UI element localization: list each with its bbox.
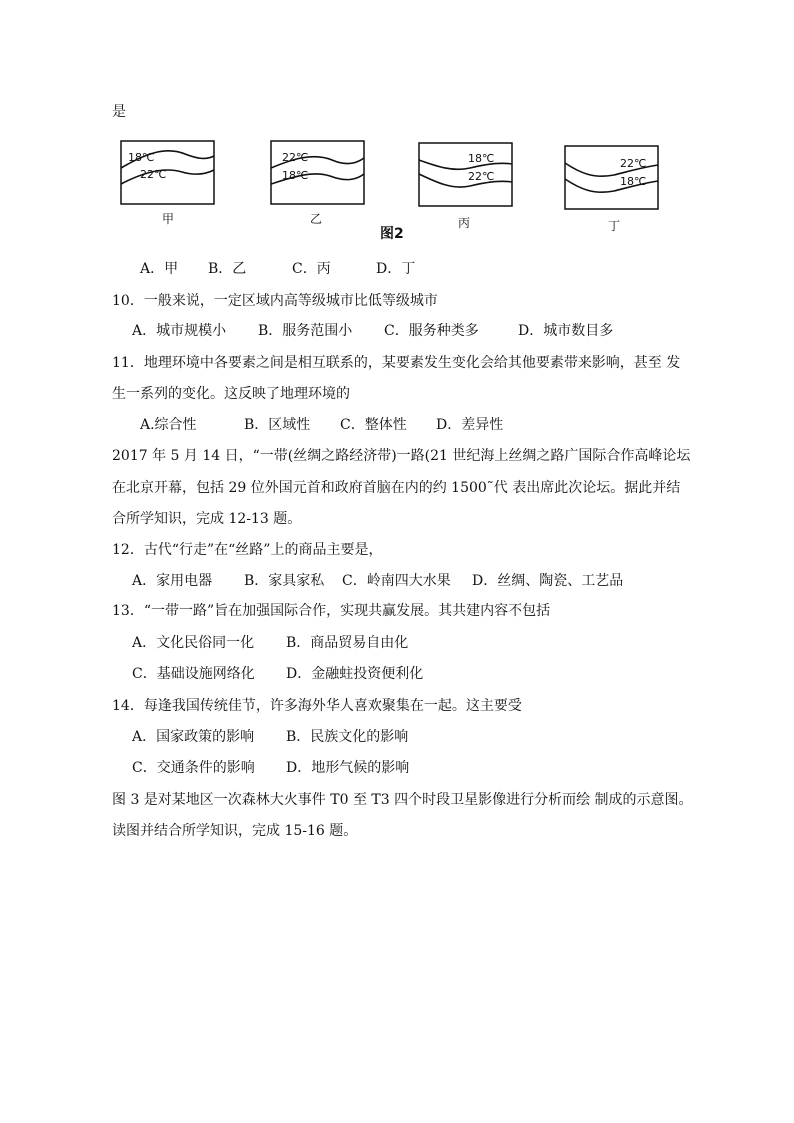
figure2-panel-yi bbox=[270, 140, 365, 209]
q14-option-a: A．国家政策的影响 bbox=[132, 729, 255, 745]
isotherm-label-upper: 22℃ bbox=[282, 151, 309, 164]
intro-fragment: 是 bbox=[112, 104, 126, 120]
q11-option-d: D．差异性 bbox=[436, 417, 504, 433]
q11-option-c: C．整体性 bbox=[340, 417, 407, 433]
q10-option-d: D．城市数目多 bbox=[518, 323, 614, 339]
figure2-title: 图2 bbox=[380, 226, 404, 242]
figure2-label-jia: 甲 bbox=[162, 212, 175, 226]
passage1-line3: 合所学知识，完成 12-13 题。 bbox=[112, 511, 302, 527]
isotherm-label-lower: 18℃ bbox=[282, 169, 309, 182]
q12-option-d: D．丝绸、陶瓷、工艺品 bbox=[472, 573, 624, 589]
q12-stem: 12．古代“行走”在“丝路”上的商品主要是， bbox=[112, 542, 383, 558]
q13-option-c: C．基础设施网络化 bbox=[132, 666, 255, 682]
passage1-line1: 2017 年 5 月 14 日，“一带(丝绸之路经济带)一路(21 世纪海上丝绸之路广国际合作高峰论坛 bbox=[112, 448, 691, 464]
isotherm-label-lower: 22℃ bbox=[468, 170, 495, 183]
figure2-label-bing: 丙 bbox=[458, 216, 471, 230]
q10-option-b: B．服务范围小 bbox=[258, 323, 353, 339]
q13-option-b: B．商品贸易自由化 bbox=[286, 635, 409, 651]
q13-option-a: A．文化民俗同一化 bbox=[132, 635, 255, 651]
q10-option-a: A．城市规模小 bbox=[132, 323, 227, 339]
q13-option-d: D．金融蛀投资便利化 bbox=[286, 666, 424, 682]
isotherm-label-upper: 18℃ bbox=[468, 152, 495, 165]
q12-option-b: B．家具家私 bbox=[244, 573, 325, 589]
figure2-panel-bing bbox=[418, 142, 513, 211]
q10-options bbox=[132, 321, 613, 341]
q14-options-row2 bbox=[132, 758, 409, 778]
q11-option-a: A.综合性 bbox=[140, 417, 197, 433]
q9-option-d: D．丁 bbox=[376, 261, 416, 277]
q11-options bbox=[140, 415, 503, 435]
q11-option-b: B．区域性 bbox=[244, 417, 311, 433]
q12-option-a: A．家用电器 bbox=[132, 573, 213, 589]
q10-option-c: C．服务种类多 bbox=[384, 323, 479, 339]
isotherm-label-upper: 22℃ bbox=[620, 157, 647, 170]
q14-stem: 14．每逢我国传统佳节，许多海外华人喜欢聚集在一起。这主要受 bbox=[112, 698, 522, 714]
figure2-panel-ding bbox=[564, 145, 659, 214]
figure2-panel-jia bbox=[120, 140, 215, 209]
q14-option-d: D．地形气候的影响 bbox=[286, 760, 410, 776]
q13-options-row2 bbox=[132, 664, 423, 684]
q13-options-row1 bbox=[132, 633, 408, 653]
figure2-label-ding: 丁 bbox=[608, 219, 621, 233]
q9-option-b: B．乙 bbox=[208, 261, 247, 277]
q14-option-b: B．民族文化的影响 bbox=[286, 729, 409, 745]
isotherm-label-lower: 22℃ bbox=[140, 168, 167, 181]
q10-stem: 10．一般来说，一定区域内高等级城市比低等级城市 bbox=[112, 293, 438, 309]
figure2-label-yi: 乙 bbox=[310, 212, 323, 226]
passage1-line2: 在北京开幕，包括 29 位外国元首和政府首脑在内的约 1500˜代 表出席此次论坛。据此并结 bbox=[112, 480, 681, 496]
q12-options bbox=[132, 571, 623, 591]
q9-options bbox=[140, 259, 415, 279]
isotherm-label-upper: 18℃ bbox=[128, 151, 155, 164]
q14-options-row1 bbox=[132, 727, 408, 747]
q11-stem-line1: 11．地理环境中各要素之间是相互联系的，某要素发生变化会给其他要素带来影响，甚至 发 bbox=[112, 355, 681, 371]
isotherm-label-lower: 18℃ bbox=[620, 175, 647, 188]
q12-option-c: C．岭南四大水果 bbox=[342, 573, 451, 589]
q9-option-c: C．丙 bbox=[292, 261, 331, 277]
passage2-line2: 读图并结合所学知识，完成 15-16 题。 bbox=[112, 823, 358, 839]
q14-option-c: C．交通条件的影响 bbox=[132, 760, 255, 776]
passage2-line1: 图 3 是对某地区一次森林大火事件 T0 至 T3 四个时段卫星影像进行分析而绘 制成的示意图。 bbox=[112, 792, 693, 808]
q11-stem-line2: 生一系列的变化。这反映了地理环境的 bbox=[112, 386, 350, 402]
q13-stem: 13．“一带一路”旨在加强国际合作，实现共赢发展。其共建内容不包括 bbox=[112, 603, 551, 619]
q9-option-a: A．甲 bbox=[140, 261, 179, 277]
